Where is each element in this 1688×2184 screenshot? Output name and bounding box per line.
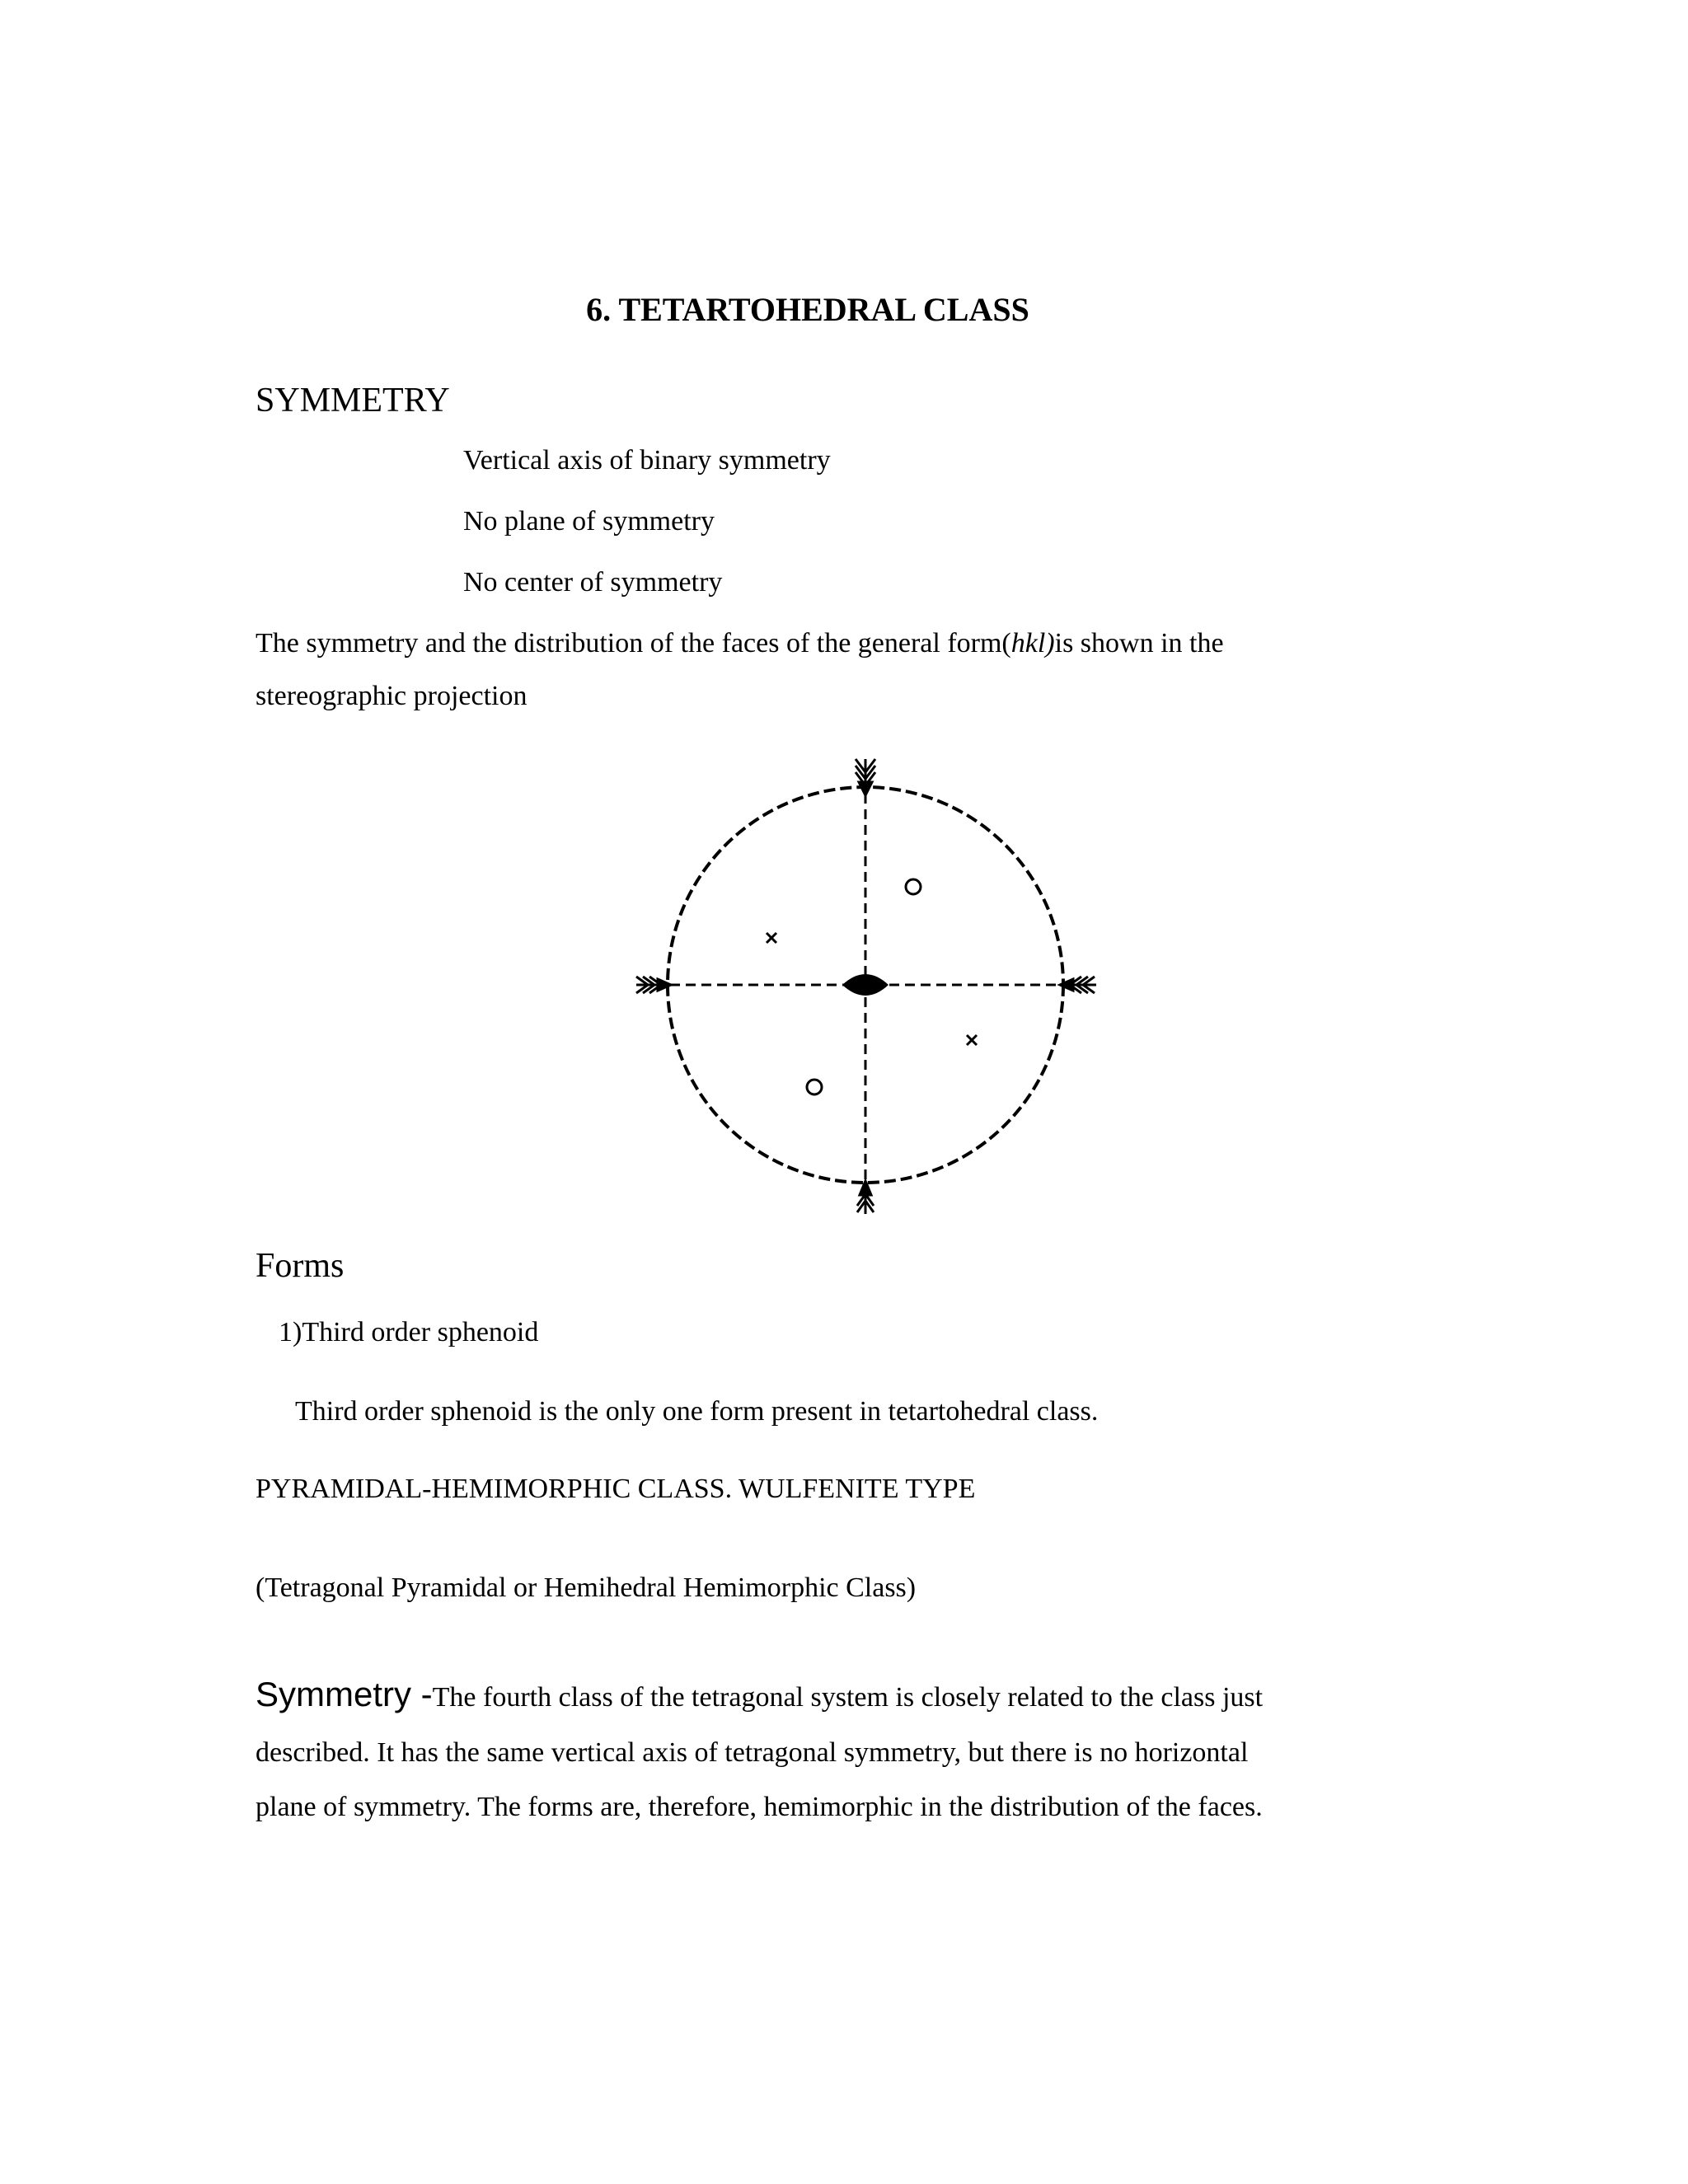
symmetry-heading: SYMMETRY <box>256 382 450 419</box>
symmetry-item-plane: No plane of symmetry <box>463 506 715 537</box>
intro-line-2: stereographic projection <box>256 681 528 711</box>
forms-item: 1)Third order sphenoid <box>279 1317 539 1347</box>
face-pole-circle <box>807 1080 822 1094</box>
face-pole-circle <box>906 879 921 894</box>
intro-text-part2: is shown in the <box>1054 628 1224 658</box>
forms-note: Third order sphenoid is the only one form present in tetartohedral class. <box>295 1396 1099 1427</box>
stereographic-projection <box>618 746 1113 1216</box>
bottom-arrow-icon <box>857 1181 874 1214</box>
symmetry-item-center: No center of symmetry <box>463 567 723 598</box>
left-arrow-icon <box>636 977 671 993</box>
intro-line-1 <box>256 628 1224 659</box>
symmetry-paragraph-line-2: described. It has the same vertical axis of tetragonal symmetry, but there is no horizontal <box>256 1737 1249 1768</box>
face-pole-cross <box>967 1035 977 1045</box>
binary-axis-symbol <box>842 974 889 996</box>
symmetry-lead: Symmetry - <box>256 1675 433 1713</box>
right-arrow-icon <box>1060 977 1095 993</box>
intro-text-part1: The symmetry and the distribution of the faces of the general form( <box>256 628 1011 658</box>
symmetry-text-1: The fourth class of the tetragonal system is closely related to the class just <box>432 1682 1264 1713</box>
class-subheading: (Tetragonal Pyramidal or Hemihedral Hemimorphic Class) <box>256 1572 917 1603</box>
symmetry-paragraph-line-3: plane of symmetry. The forms are, therefore, hemimorphic in the distribution of the faces. <box>256 1792 1263 1822</box>
symmetry-item-axis: Vertical axis of binary symmetry <box>463 445 831 476</box>
class-heading: PYRAMIDAL-HEMIMORPHIC CLASS. WULFENITE TYPE <box>256 1474 976 1504</box>
forms-heading: Forms <box>256 1247 345 1285</box>
symmetry-paragraph-line-1 <box>256 1675 1263 1714</box>
intro-hkl: hkl) <box>1010 628 1055 658</box>
page-title: 6. TETARTOHEDRAL CLASS <box>586 291 1029 328</box>
top-arrow-icon <box>856 759 875 795</box>
face-pole-cross <box>767 933 776 943</box>
